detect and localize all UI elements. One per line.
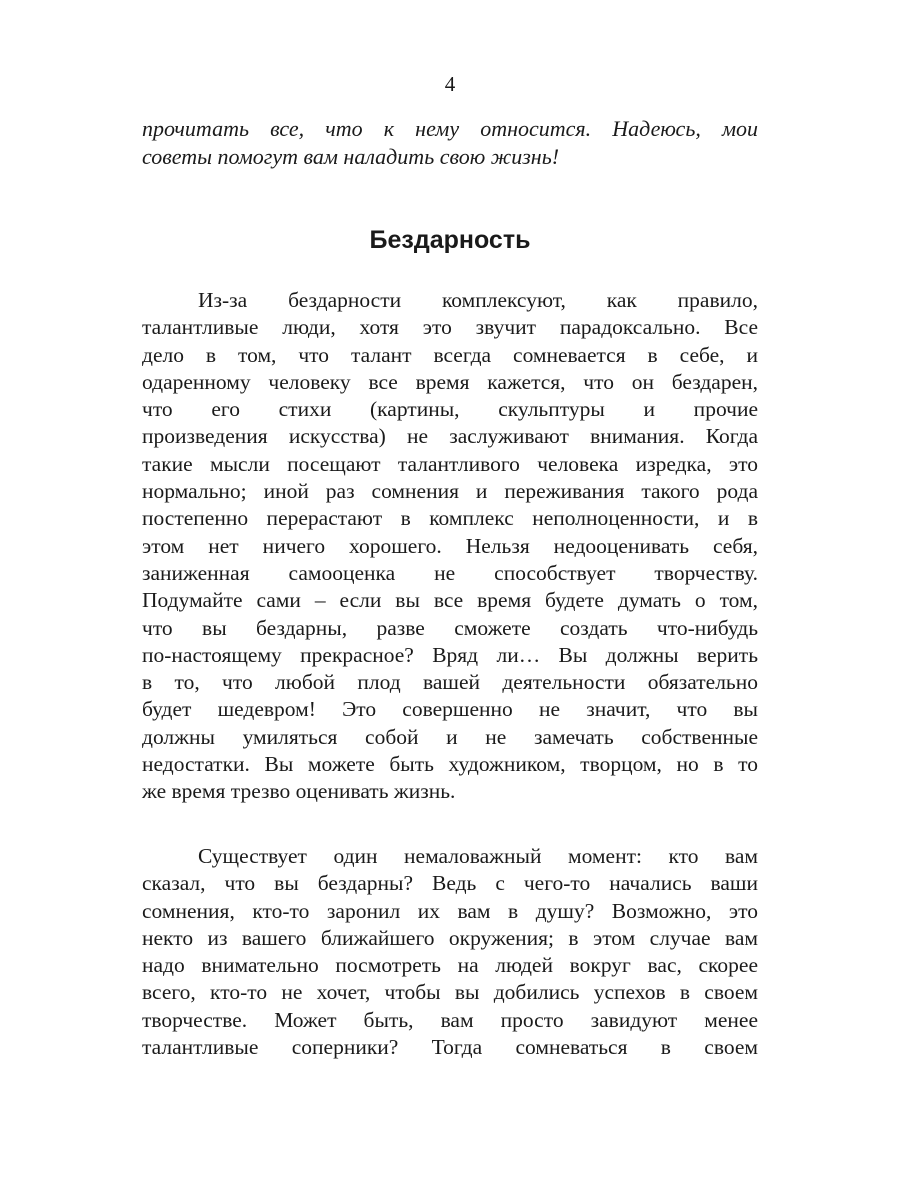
- text-line: творчестве. Может быть, вам просто завидуют менее: [142, 1007, 758, 1032]
- text-line: сказал, что вы бездарны? Ведь с чего-то начались ваши: [142, 871, 758, 896]
- text-line: постепенно перерастают в комплекс неполноценности, и в: [142, 506, 758, 531]
- text-line: одаренному человеку все время кажется, что он бездарен,: [142, 369, 758, 394]
- intro-line: советы помогут вам наладить свою жизнь!: [142, 144, 560, 169]
- text-line: дело в том, что талант всегда сомневается в себе, и: [142, 342, 758, 367]
- text-line: недостатки. Вы можете быть художником, творцом, но в то: [142, 752, 758, 777]
- text-line: будет шедевром! Это совершенно не значит, что вы: [142, 697, 758, 722]
- page-number: 4: [444, 72, 456, 96]
- paragraph-1: [142, 287, 758, 806]
- paragraph-2: [142, 843, 758, 1061]
- text-line: талантливые люди, хотя это звучит парадоксально. Все: [142, 315, 758, 340]
- text-line: Существует один немаловажный момент: кто вам: [198, 844, 758, 868]
- text-line: должны умиляться собой и не замечать собственные: [142, 724, 758, 749]
- text-line: надо внимательно посмотреть на людей вокруг вас, скорее: [142, 953, 758, 978]
- text-line: Подумайте сами – если вы все время будете думать о том,: [142, 588, 758, 613]
- text-line: нормально; иной раз сомнения и переживания такого рода: [142, 479, 758, 504]
- text-line: произведения искусства) не заслуживают внимания. Когда: [142, 424, 758, 449]
- text-line: талантливые соперники? Тогда сомневаться в своем: [142, 1035, 758, 1060]
- text-line: что его стихи (картины, скульптуры и прочие: [142, 397, 758, 422]
- text-line: этом нет ничего хорошего. Нельзя недооценивать себя,: [142, 533, 758, 558]
- text-line: в то, что любой плод вашей деятельности обязательно: [142, 670, 758, 695]
- text-line: такие мысли посещают талантливого человека изредка, это: [142, 451, 758, 476]
- text-line: Из-за бездарности комплексуют, как правило,: [198, 288, 758, 312]
- text-line: заниженная самооценка не способствует творчеству.: [142, 560, 758, 585]
- intro-line: прочитать все, что к нему относится. Надеюсь, мои: [142, 116, 758, 141]
- text-line: же время трезво оценивать жизнь.: [142, 779, 456, 804]
- text-line: по-настоящему прекрасное? Вряд ли… Вы должны верить: [142, 642, 758, 667]
- text-line: сомнения, кто-то заронил их вам в душу? Возможно, это: [142, 898, 758, 923]
- text-line: всего, кто-то не хочет, чтобы вы добились успехов в своем: [142, 980, 758, 1005]
- intro-paragraph: [142, 115, 758, 171]
- text-line: некто из вашего ближайшего окружения; в этом случае вам: [142, 925, 758, 950]
- chapter-title: Бездарность: [369, 226, 531, 254]
- text-line: что вы бездарны, разве сможете создать что-нибудь: [142, 615, 758, 640]
